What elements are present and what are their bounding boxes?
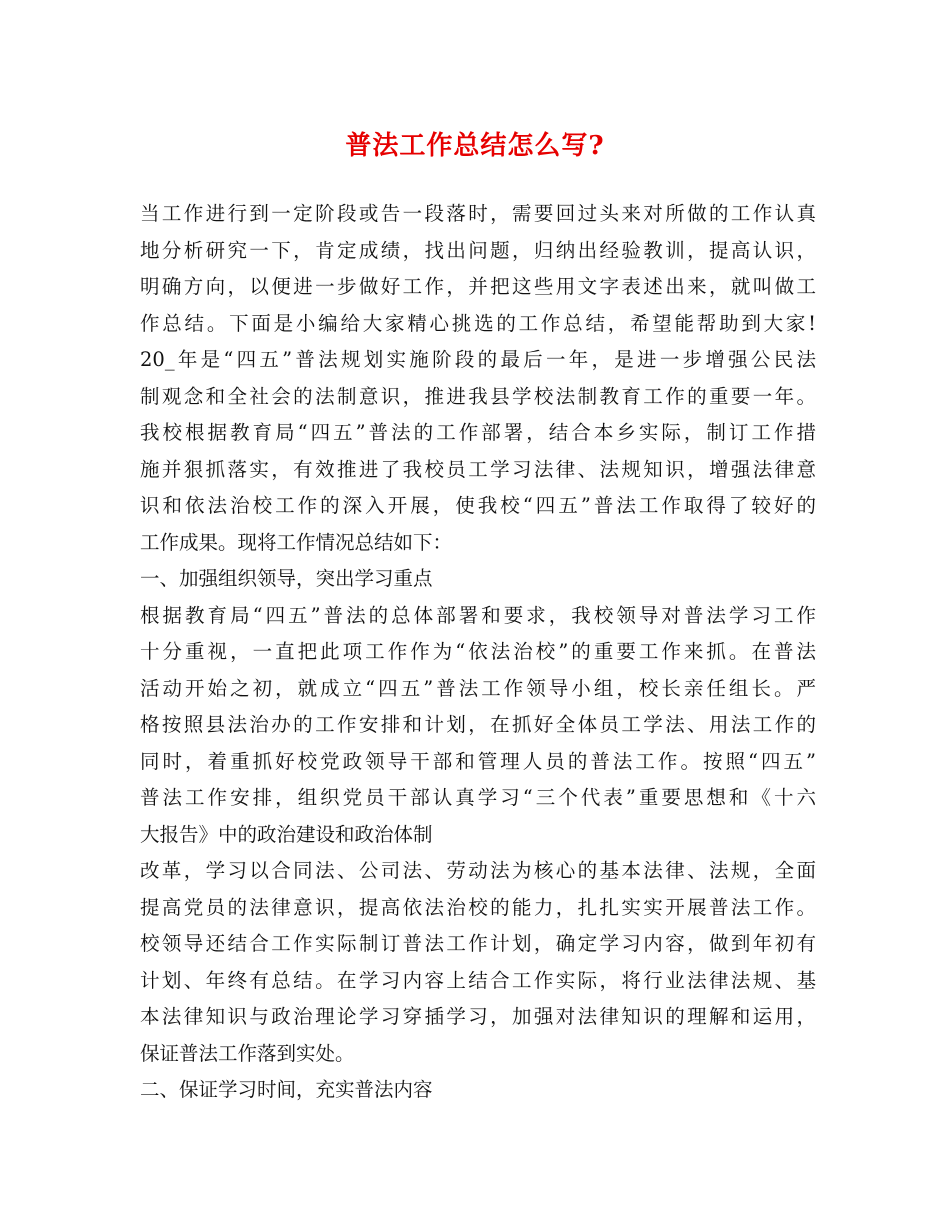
body-line: 20_年是“四五”普法规划实施阶段的最后一年，是进一步增强公民法	[140, 348, 816, 371]
body-line: 大报告》中的政治建设和政治体制	[140, 822, 433, 846]
body-line: 活动开始之初，就成立“四五”普法工作领导小组，校长亲任组长。严	[140, 676, 816, 700]
body-line: 保证普法工作落到实处。	[140, 1041, 355, 1065]
body-line: 制观念和全社会的法制意识，推进我县学校法制教育工作的重要一年。	[140, 384, 816, 408]
body-line: 明确方向，以便进一步做好工作，并把这些用文字表述出来，就叫做工	[140, 275, 816, 298]
document-body	[140, 196, 816, 1109]
body-line: 十分重视，一直把此项工作作为“依法治校”的重要工作来抓。在普法	[140, 640, 816, 663]
section-heading: 一、加强组织领导，突出学习重点	[140, 567, 433, 590]
body-line: 当工作进行到一定阶段或告一段落时，需要回过头来对所做的工作认真	[140, 202, 816, 225]
body-line: 格按照县法治办的工作安排和计划，在抓好全体员工学法、用法工作的	[140, 713, 816, 736]
body-line: 地分析研究一下，肯定成绩，找出问题，归纳出经验教训，提高认识，	[140, 238, 816, 262]
body-line: 根据教育局“四五”普法的总体部署和要求，我校领导对普法学习工作	[140, 603, 816, 627]
body-line: 本法律知识与政治理论学习穿插学习，加强对法律知识的理解和运用，	[140, 1005, 816, 1028]
body-line: 普法工作安排，组织党员干部认真学习“三个代表”重要思想和《十六	[140, 786, 816, 809]
body-line: 改革，学习以合同法、公司法、劳动法为核心的基本法律、法规，全面	[140, 859, 816, 882]
body-line: 提高党员的法律意识，提高依法治校的能力，扎扎实实开展普法工作。	[140, 895, 816, 919]
body-line: 识和依法治校工作的深入开展，使我校“四五”普法工作取得了较好的	[140, 494, 816, 517]
body-line: 计划、年终有总结。在学习内容上结合工作实际，将行业法律法规、基	[140, 968, 816, 992]
document-title: 普法工作总结怎么写?	[345, 131, 605, 161]
body-line: 工作成果。现将工作情况总结如下：	[140, 530, 453, 554]
body-line: 校领导还结合工作实际制订普法工作计划，确定学习内容，做到年初有	[140, 932, 816, 955]
body-line: 我校根据教育局“四五”普法的工作部署，结合本乡实际，制订工作措	[140, 421, 816, 444]
section-heading: 二、保证学习时间，充实普法内容	[140, 1078, 433, 1101]
body-line: 作总结。下面是小编给大家精心挑选的工作总结，希望能帮助到大家!	[140, 311, 816, 335]
body-line: 施并狠抓落实，有效推进了我校员工学习法律、法规知识，增强法律意	[140, 457, 816, 481]
body-line: 同时，着重抓好校党政领导干部和管理人员的普法工作。按照“四五”	[140, 749, 816, 773]
